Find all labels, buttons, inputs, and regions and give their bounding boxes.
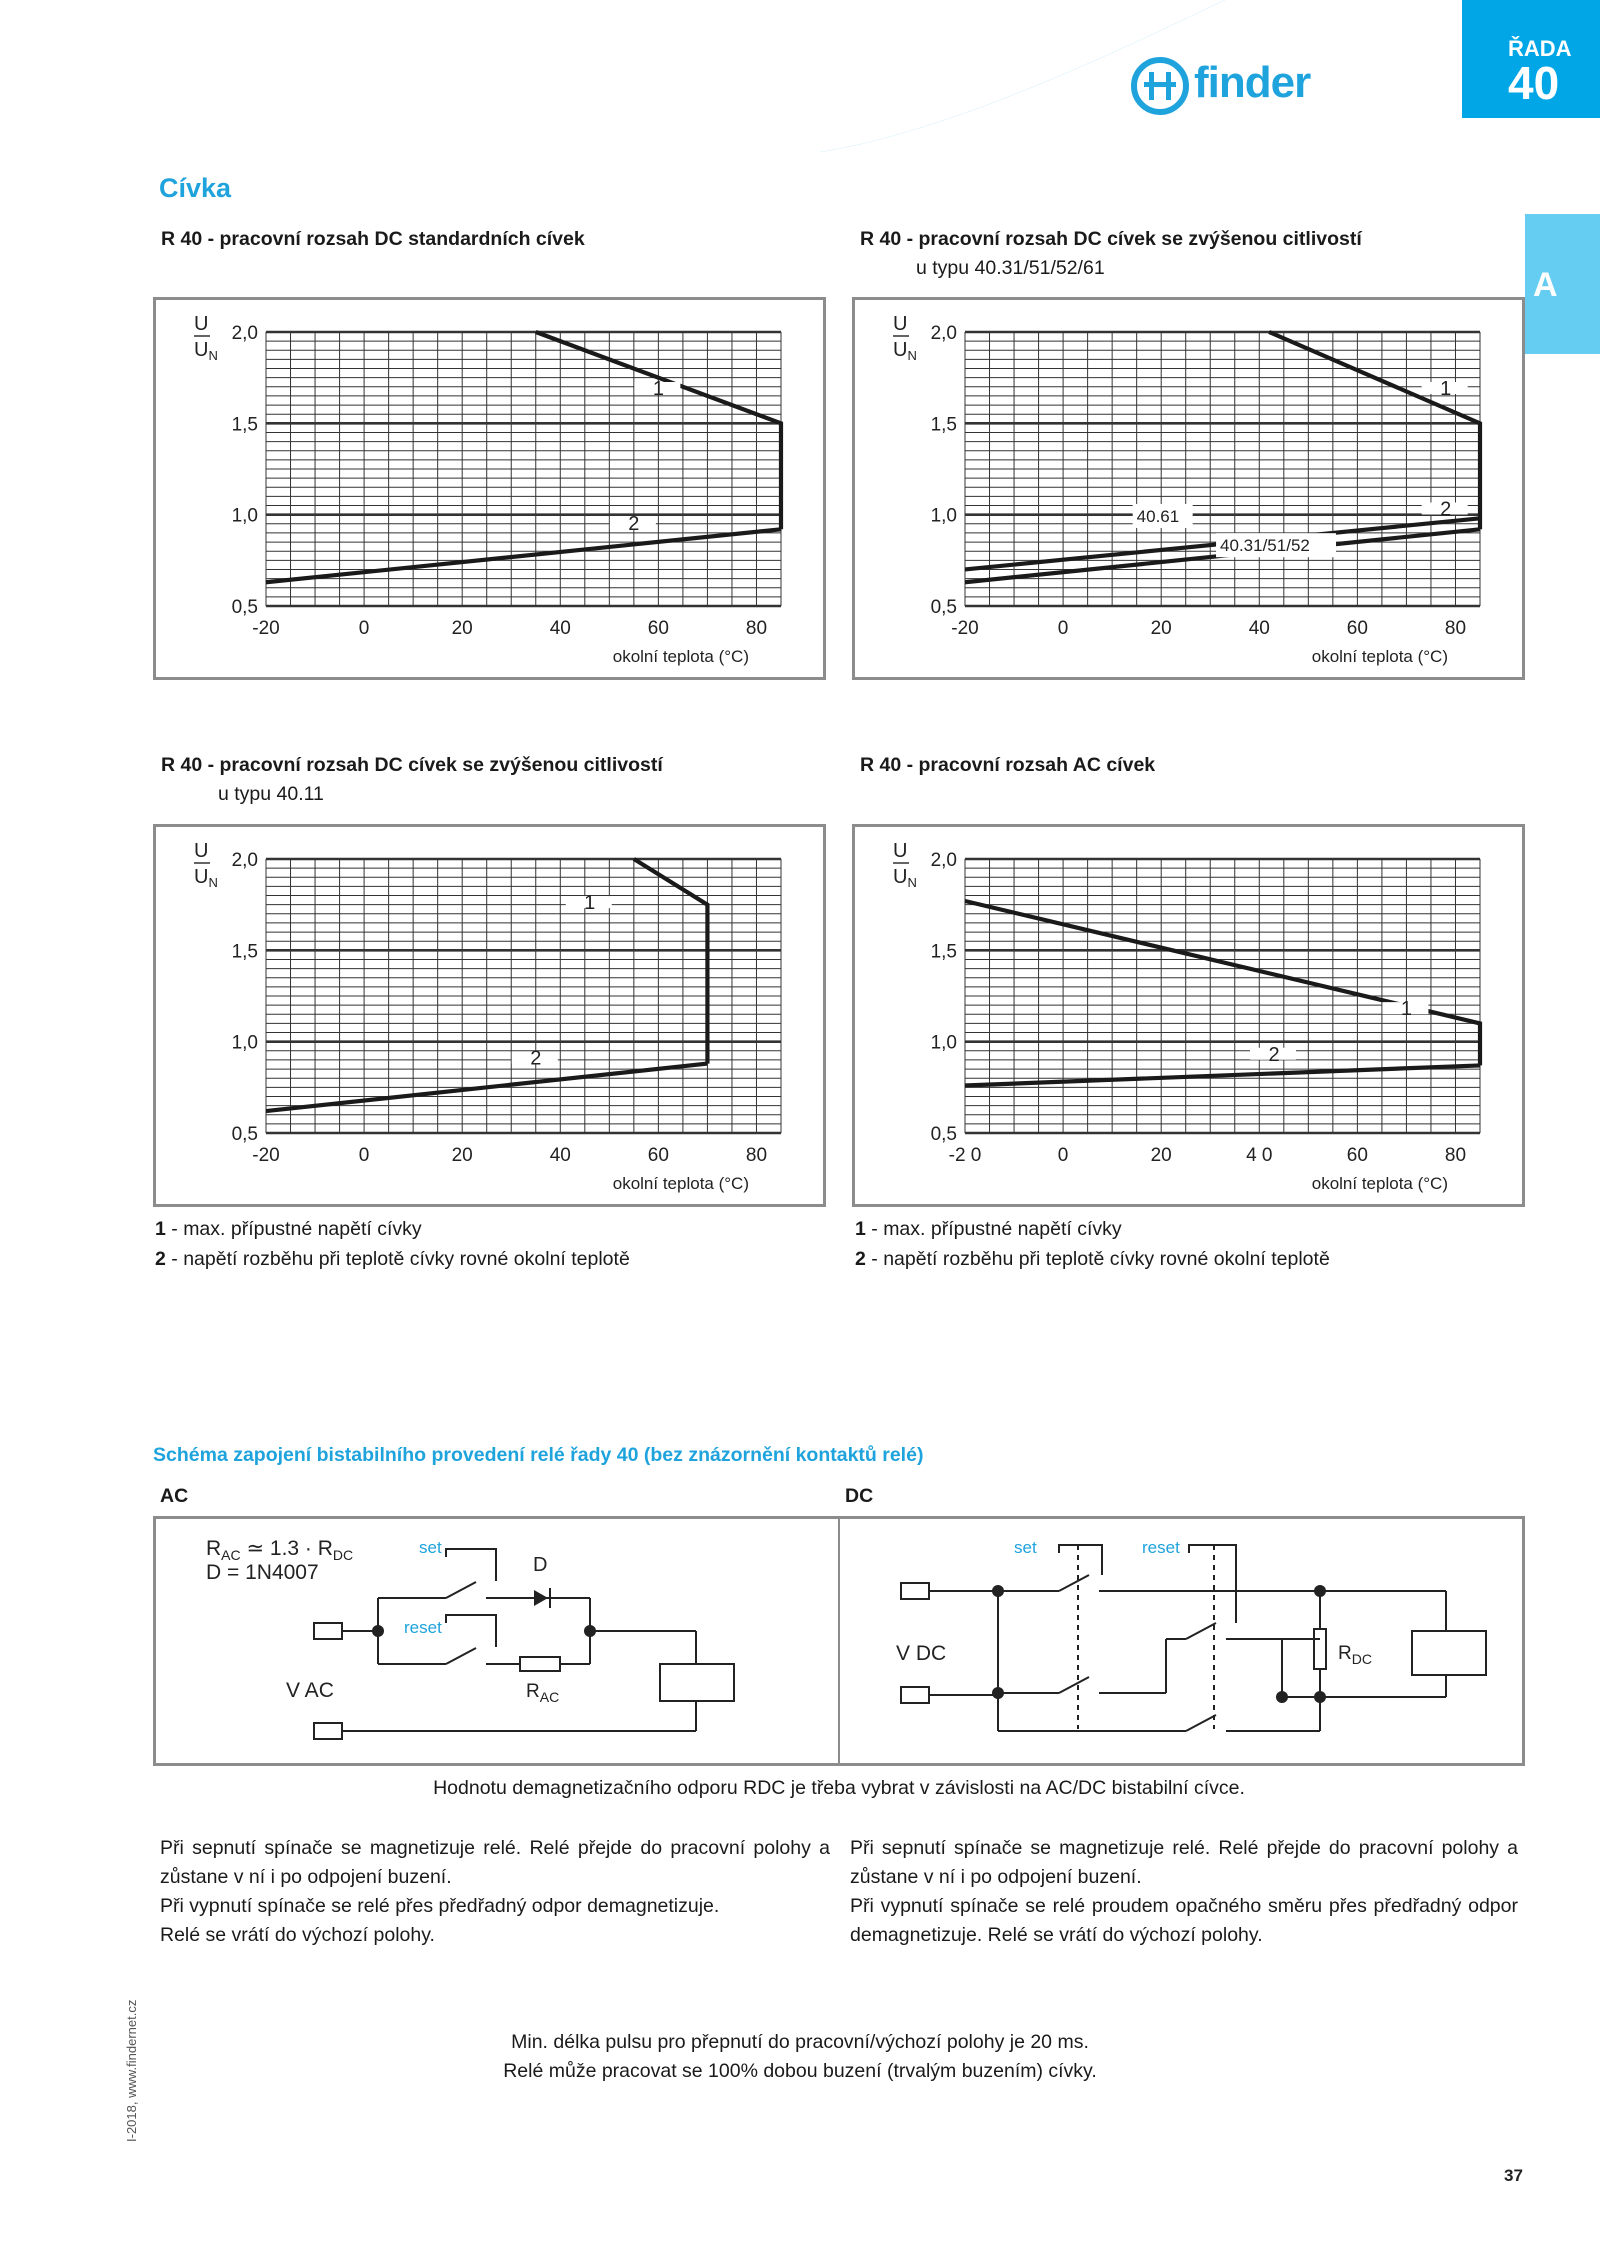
page-number: 37 bbox=[1504, 2166, 1523, 2185]
chart-4-frame bbox=[852, 824, 1525, 1207]
chart-4-ylabel-num: U bbox=[893, 840, 908, 862]
chart-3-ylabel-den: $U_N$ bbox=[194, 866, 218, 890]
chart-2-xtick-label: 40 bbox=[1248, 618, 1270, 639]
dc-set-switch-bracket bbox=[1059, 1545, 1102, 1575]
chart-4-grid bbox=[965, 859, 1480, 1133]
chart-3-xtick-label: 80 bbox=[745, 1145, 768, 1166]
section-title: Cívka bbox=[159, 173, 232, 203]
chart-3-series-1-label: 1 bbox=[584, 892, 596, 915]
chart-2-title: R 40 - pracovní rozsah DC cívek se zvýšenou citlivostí bbox=[860, 228, 1362, 250]
ac-set-switch-bracket bbox=[446, 1549, 496, 1581]
chart-2-xlabel: okolní teplota (°C) bbox=[1311, 647, 1448, 666]
ac-diode-icon bbox=[534, 1590, 548, 1606]
chart-1-ytick-label: 2,0 bbox=[231, 323, 258, 344]
ac-terminal-bottom bbox=[314, 1723, 342, 1739]
chart-2-ytick-label: 1,5 bbox=[930, 414, 957, 436]
dc-terminal-bottom bbox=[901, 1687, 929, 1703]
chart-2-subtitle: u typu 40.31/51/52/61 bbox=[916, 257, 1105, 279]
ac-formula-line1: $R_{AC}$ ≃ $1.3 \cdot R_{DC}$ bbox=[206, 1537, 354, 1563]
dc-resistor bbox=[1314, 1629, 1326, 1669]
dc-reset-switch-bracket bbox=[1189, 1545, 1236, 1623]
dc-relay-coil bbox=[1412, 1631, 1486, 1675]
chart-1-xtick-label: 20 bbox=[451, 618, 473, 639]
chart-4-ytick-label: 2,0 bbox=[930, 850, 957, 871]
dc-circuit bbox=[901, 1545, 1486, 1731]
side-text: I-2018, www.findernet.cz bbox=[124, 1999, 139, 2142]
chart-4-xtick-label: 60 bbox=[1346, 1145, 1368, 1166]
chart-3-xtick-label: -20 bbox=[252, 1145, 280, 1166]
dc-supply-label: V DC bbox=[896, 1642, 947, 1665]
series-number: 40 bbox=[1508, 57, 1560, 109]
ac-node-left bbox=[372, 1625, 384, 1637]
chart-2-svg bbox=[855, 300, 1522, 677]
chart-2-ylabel-num: U bbox=[893, 313, 908, 335]
chart-1-ytick-label: 1,0 bbox=[231, 505, 258, 527]
chart-2-ytick-label: 2,0 bbox=[930, 323, 957, 344]
chart-1-xtick-label: 40 bbox=[549, 618, 571, 639]
dc-resistor-label: $R_{DC}$ bbox=[1338, 1643, 1372, 1667]
ac-supply-label: V AC bbox=[286, 1679, 334, 1702]
schema-svg bbox=[156, 1519, 1522, 1763]
chart-3-ytick-label: 2,0 bbox=[231, 850, 258, 871]
chart-4-xlabel: okolní teplota (°C) bbox=[1311, 1174, 1448, 1193]
chart-1-ylabel-den: $U_N$ bbox=[194, 339, 218, 363]
ac-resistor bbox=[520, 1657, 560, 1671]
chart-4-title: R 40 - pracovní rozsah AC cívek bbox=[860, 754, 1156, 776]
chart-4-series-2-label: 2 bbox=[1268, 1043, 1280, 1066]
ac-formula-line2: D = 1N4007 bbox=[206, 1561, 319, 1584]
text-left-p2: Při vypnutí spínače se relé přes předřadný odpor demagnetizuje. bbox=[160, 1895, 720, 1917]
dc-node-2 bbox=[992, 1687, 1004, 1699]
ac-circuit bbox=[314, 1549, 734, 1739]
footer-line-2: Relé může pracovat se 100% dobou buzení (trvalým buzením) cívky. bbox=[503, 2060, 1097, 2082]
side-tab-letter: A bbox=[1533, 266, 1558, 304]
chart-3-subtitle: u typu 40.11 bbox=[218, 783, 324, 805]
chart-1-title: R 40 - pracovní rozsah DC standardních cívek bbox=[161, 228, 585, 250]
chart-2-ylabel-den: $U_N$ bbox=[893, 339, 917, 363]
ac-node-right bbox=[584, 1625, 596, 1637]
dc-node-4 bbox=[1276, 1691, 1288, 1703]
chart-2-grid bbox=[965, 332, 1480, 606]
chart-1-xtick-label: 0 bbox=[358, 618, 370, 639]
chart-3-ytick-label: 1,0 bbox=[231, 1032, 258, 1054]
ac-set-label: set bbox=[419, 1538, 442, 1557]
ac-terminal-top bbox=[314, 1623, 342, 1639]
chart-4-ylabel-den: $U_N$ bbox=[893, 866, 917, 890]
dc-node-5 bbox=[1314, 1691, 1326, 1703]
text-left bbox=[160, 1834, 830, 1950]
text-right bbox=[850, 1834, 1518, 1950]
chart-4-xtick-label: -2 0 bbox=[948, 1145, 982, 1166]
chart-1-frame bbox=[153, 297, 826, 680]
chart-1-ytick-label: 0,5 bbox=[231, 597, 258, 618]
dc-node-1 bbox=[992, 1585, 1004, 1597]
dc-node-3 bbox=[1314, 1585, 1326, 1597]
chart-1-ytick-label: 1,5 bbox=[231, 414, 258, 436]
chart-3-ytick-label: 0,5 bbox=[231, 1124, 258, 1145]
chart-4-xtick-label: 20 bbox=[1150, 1145, 1172, 1166]
chart-4-xtick-label: 4 0 bbox=[1246, 1145, 1273, 1166]
chart-4-xtick-label: 80 bbox=[1444, 1145, 1467, 1166]
chart-2-series-2-label: 2 bbox=[1440, 498, 1452, 521]
text-right-p2: Při vypnutí spínače se relé proudem opačného směru přes předřadný odpor demagnetizuje. Relé se vrátí do výchozí polohy. bbox=[850, 1895, 1518, 1946]
chart-3-ytick-label: 1,5 bbox=[231, 941, 258, 963]
schema-note: Hodnotu demagnetizačního odporu RDC je třeba vybrat v závislosti na AC/DC bistabilní cívce. bbox=[433, 1777, 1245, 1799]
chart-2-xtick-label: 0 bbox=[1057, 618, 1069, 639]
chart-1-series-2-label: 2 bbox=[628, 513, 640, 536]
finder-logo bbox=[1130, 56, 1370, 116]
schema-dc-label: DC bbox=[845, 1485, 874, 1507]
chart-1-series-1-label: 1 bbox=[652, 377, 664, 400]
legend-left bbox=[155, 1214, 630, 1274]
dc-reset-label: reset bbox=[1142, 1538, 1180, 1557]
chart-1-grid bbox=[266, 332, 781, 606]
chart-3-xtick-label: 0 bbox=[358, 1145, 370, 1166]
chart-1-ylabel-num: U bbox=[194, 313, 209, 335]
chart-3-series-2-label: 2 bbox=[530, 1047, 542, 1070]
chart-1-series-2-line bbox=[266, 529, 781, 582]
text-left-p3: Relé se vrátí do výchozí polohy. bbox=[160, 1924, 435, 1946]
footer-line-1: Min. délka pulsu pro přepnutí do pracovní/výchozí polohy je 20 ms. bbox=[511, 2031, 1089, 2053]
chart-4-ytick-label: 0,5 bbox=[930, 1124, 957, 1145]
chart-2-xtick-label: -20 bbox=[951, 618, 979, 639]
chart-2-ytick-label: 0,5 bbox=[930, 597, 957, 618]
chart-4-ytick-label: 1,0 bbox=[930, 1032, 957, 1054]
chart-1-xtick-label: -20 bbox=[252, 618, 280, 639]
chart-4-series-1-label: 1 bbox=[1400, 998, 1412, 1021]
chart-2-annotation: 40.61 bbox=[1136, 506, 1180, 526]
chart-3-svg bbox=[156, 827, 823, 1204]
chart-1-xtick-label: 60 bbox=[647, 618, 669, 639]
legend-left-item-2: 2 - napětí rozběhu při teplotě cívky rovné okolní teplotě bbox=[155, 1248, 630, 1270]
schema-title: Schéma zapojení bistabilního provedení relé řady 40 (bez znázornění kontaktů relé) bbox=[153, 1444, 924, 1466]
series-label: ŘADA bbox=[1508, 36, 1572, 61]
chart-3-ylabel-num: U bbox=[194, 840, 209, 862]
chart-2-xtick-label: 80 bbox=[1444, 618, 1467, 639]
finder-logo-text: finder bbox=[1194, 58, 1311, 107]
ac-reset-switch-bracket bbox=[446, 1615, 496, 1647]
chart-1-xlabel: okolní teplota (°C) bbox=[612, 647, 749, 666]
ac-reset-label: reset bbox=[404, 1618, 442, 1637]
ac-resistor-label: $R_{AC}$ bbox=[526, 1681, 560, 1705]
legend-left-item-1: 1 - max. přípustné napětí cívky bbox=[155, 1218, 422, 1240]
legend-right bbox=[855, 1214, 1330, 1274]
chart-3-xtick-label: 60 bbox=[647, 1145, 669, 1166]
schema-ac-label: AC bbox=[160, 1485, 189, 1507]
header-subtitle: Relé do patice / do PS, 8 - 10 - 12 - 16 A bbox=[154, 68, 640, 105]
legend-right-item-1: 1 - max. přípustné napětí cívky bbox=[855, 1218, 1122, 1240]
ac-diode-label: D bbox=[533, 1554, 548, 1576]
chart-2-xtick-label: 20 bbox=[1150, 618, 1172, 639]
legend-right-item-2: 2 - napětí rozběhu při teplotě cívky rovné okolní teplotě bbox=[855, 1248, 1330, 1270]
chart-4-series-2-line bbox=[965, 1065, 1480, 1085]
chart-4-ytick-label: 1,5 bbox=[930, 941, 957, 963]
text-left-p1: Při sepnutí spínače se magnetizuje relé. Relé přejde do pracovní polohy a zůstane v ní i po odpojení buzení. bbox=[160, 1837, 830, 1888]
schema-frame bbox=[153, 1516, 1525, 1766]
chart-1-svg bbox=[156, 300, 823, 677]
chart-3-xlabel: okolní teplota (°C) bbox=[612, 1174, 749, 1193]
chart-2-ytick-label: 1,0 bbox=[930, 505, 957, 527]
chart-4-xtick-label: 0 bbox=[1057, 1145, 1069, 1166]
text-right-p1: Při sepnutí spínače se magnetizuje relé. Relé přejde do pracovní polohy a zůstane v ní i po odpojení buzení. bbox=[850, 1837, 1518, 1888]
chart-2-frame bbox=[852, 297, 1525, 680]
dc-terminal-top bbox=[901, 1583, 929, 1599]
chart-1-xtick-label: 80 bbox=[745, 618, 768, 639]
chart-3-title: R 40 - pracovní rozsah DC cívek se zvýšenou citlivostí bbox=[161, 754, 663, 776]
chart-3-frame bbox=[153, 824, 826, 1207]
dc-set-label: set bbox=[1014, 1538, 1037, 1557]
ac-relay-coil bbox=[660, 1664, 734, 1701]
side-tab bbox=[1525, 214, 1600, 354]
chart-2-annotation: 40.31/51/52 bbox=[1220, 536, 1310, 556]
chart-3-xtick-label: 20 bbox=[451, 1145, 473, 1166]
chart-2-series-1-label: 1 bbox=[1440, 377, 1452, 400]
chart-4-svg bbox=[855, 827, 1522, 1204]
chart-3-xtick-label: 40 bbox=[549, 1145, 571, 1166]
chart-2-xtick-label: 60 bbox=[1346, 618, 1368, 639]
finder-logo-icon bbox=[1130, 56, 1190, 116]
header-title: ŘADA 40 bbox=[154, 32, 295, 70]
